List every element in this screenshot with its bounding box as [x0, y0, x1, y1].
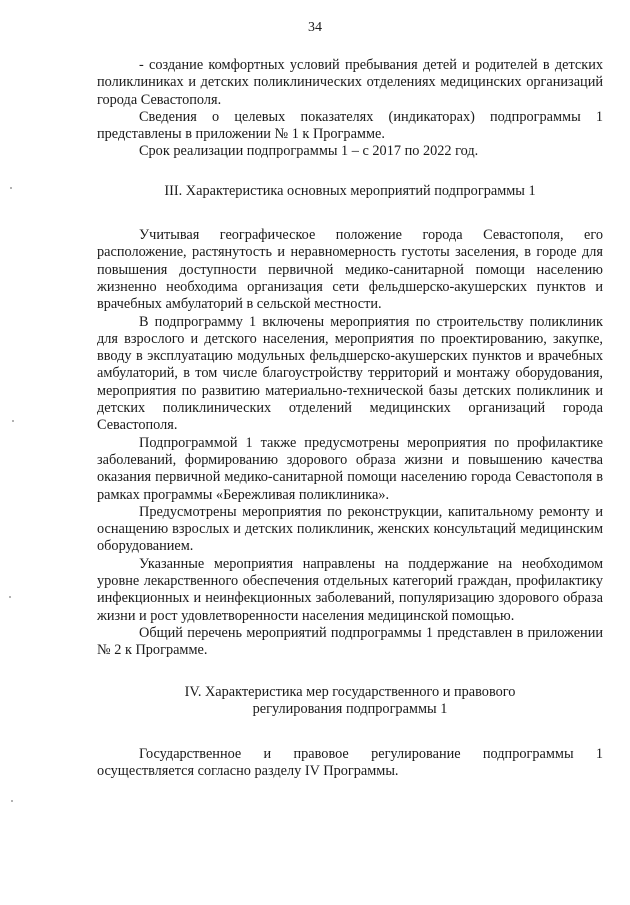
section-4-heading-line-2: регулирования подпрограммы 1	[252, 700, 448, 717]
paragraph-comfort-conditions: - создание комфортных условий пребывания детей и родителей в детских поликлиниках и детских поликлинических отделениях медицинских организаций города Севастополя.	[97, 57, 603, 108]
section-4-heading-line-1: IV. Характеристика мер государственного и правового	[184, 683, 516, 700]
paragraph-legal-regulation: Государственное и правовое регулирование подпрограммы 1 осуществляется согласно разделу IV Программы.	[97, 746, 603, 780]
scan-speck	[12, 420, 14, 422]
paragraph-implementation-period: Срок реализации подпрограммы 1 – с 2017 по 2022 год.	[139, 143, 479, 160]
paragraph-reconstruction: Предусмотрены мероприятия по реконструкции, капитальному ремонту и оснащению взрослых и детских поликлиник, женских консультаций медицинским оборудованием.	[97, 503, 603, 555]
scan-speck	[11, 800, 13, 802]
paragraph-prevention-measures: Подпрограммой 1 также предусмотрены мероприятия по профилактике заболеваний, формированию здорового образа жизни и повышению качества оказания первичной медико-санитарной помощи населению города Севастополя в рамках программы «Бережливая поликлиника».	[97, 434, 603, 503]
scan-speck	[9, 596, 11, 598]
scan-speck	[10, 187, 12, 189]
paragraph-measures-aims: Указанные мероприятия направлены на поддержание на необходимом уровне лекарственного обеспечения отдельных категорий граждан, профилактику инфекционных и неинфекционных заболеваний, популяризацию здорового образа жизни и рост удовлетворенности населения медицинской помощью.	[97, 555, 603, 624]
section-4-body	[97, 746, 603, 781]
paragraph-target-indicators: Сведения о целевых показателях (индикаторах) подпрограммы 1 представлены в приложении № 1 к Программе.	[97, 108, 603, 143]
page-number: 34	[308, 20, 322, 35]
paragraph-geographic-position: Учитывая географическое положение города Севастополя, его расположение, растянутость и неравномерность густоты заселения, в городе для повышения доступности первичной медико-санитарной помощи населению жизненно необходима организация сети фельдшерско-акушерских пунктов и врачебных амбулаторий в сельской местности.	[97, 227, 603, 313]
section-3-heading: III. Характеристика основных мероприятий подпрограммы 1	[164, 182, 536, 199]
paragraph-included-measures: В подпрограмму 1 включены мероприятия по строительству поликлиник для взрослого и детского населения, мероприятия по проектированию, закупке, вводу в эксплуатацию модульных фельдшерско-акушерских пунктов и врачебных амбулаторий, в том числе благоустройству территорий и монтажу оборудования, мероприятия по развитию материально-технической базы детских поликлиник и детских поликлинических отделений медицинских организаций города Севастополя.	[97, 313, 603, 434]
section-4-heading	[97, 684, 603, 719]
paragraph-measures-list: Общий перечень мероприятий подпрограммы 1 представлен в приложении № 2 к Программе.	[97, 624, 603, 659]
document-body	[97, 57, 603, 781]
section-3-body	[97, 227, 603, 659]
